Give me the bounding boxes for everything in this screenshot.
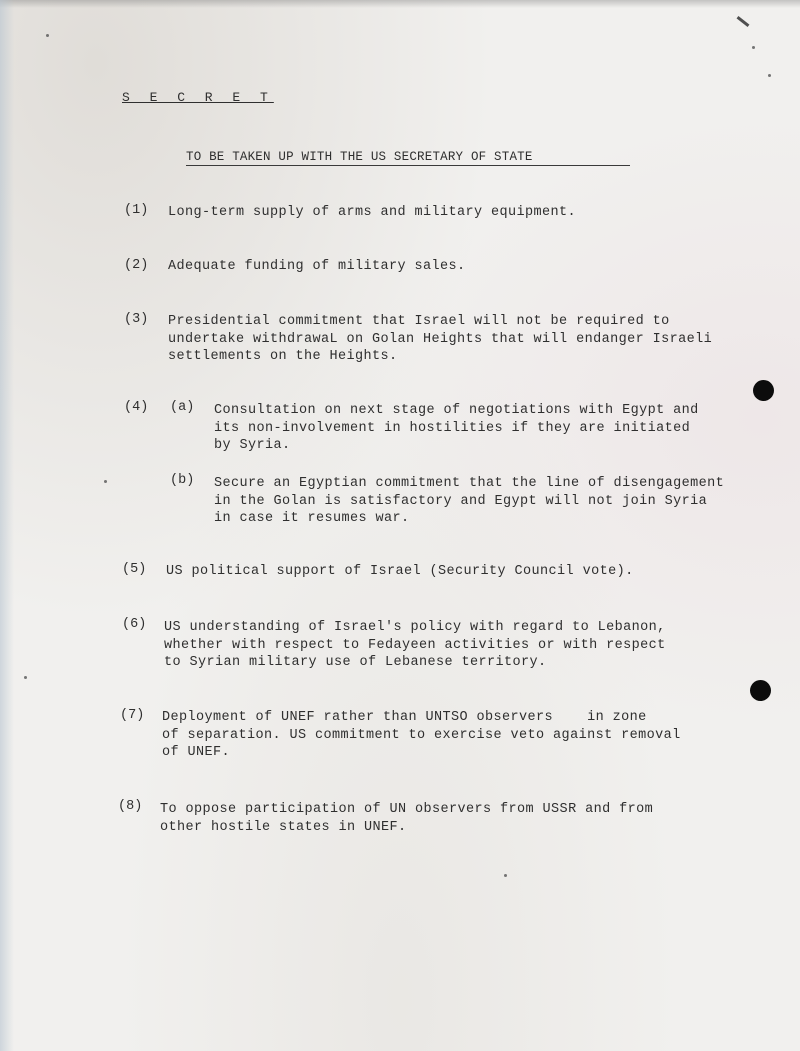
item-line: US political support of Israel (Security Council vote). <box>166 564 634 579</box>
item-number: (7) <box>120 708 145 723</box>
classification-marking: S E C R E T <box>122 90 274 105</box>
item-line: in case it resumes war. <box>214 511 410 526</box>
scan-speck <box>24 676 27 679</box>
item-line: in the Golan is satisfactory and Egypt will not join Syria <box>214 493 708 509</box>
scan-speck <box>768 74 771 77</box>
subitem-text <box>214 402 699 455</box>
item-text <box>168 313 712 366</box>
item-line: other hostile states in UNEF. <box>160 819 407 835</box>
item-number: (6) <box>122 617 147 632</box>
item-number: (5) <box>122 562 147 577</box>
item-line: To oppose participation of UN observers from USSR and from <box>160 802 654 817</box>
item-line: Adequate funding of military sales. <box>168 259 466 274</box>
item-number: (4) <box>124 400 149 415</box>
item-text <box>160 801 653 836</box>
item-line: to Syrian military use of Lebanese territory. <box>164 655 547 670</box>
item-line: Presidential commitment that Israel will not be required to <box>168 314 670 329</box>
item-line: Long-term supply of arms and military equipment. <box>168 205 577 220</box>
item-line: of separation. US commitment to exercise veto against removal <box>162 727 681 743</box>
subitem-text <box>214 475 724 528</box>
item-number: (8) <box>118 799 143 814</box>
item-text <box>162 709 681 762</box>
item-line: Secure an Egyptian commitment that the line of disengagement <box>214 476 725 491</box>
item-line: Consultation on next stage of negotiations with Egypt and <box>214 403 699 418</box>
item-number: (1) <box>124 203 149 218</box>
item-text <box>168 204 576 222</box>
scan-speck <box>46 34 49 37</box>
item-line: whether with respect to Fedayeen activities or with respect <box>164 637 666 653</box>
item-number: (2) <box>124 258 149 273</box>
item-line: US understanding of Israel's policy with regard to Lebanon, <box>164 620 666 635</box>
item-line: undertake withdrawaL on Golan Heights that will endanger Israeli <box>168 331 713 347</box>
item-line: of UNEF. <box>162 745 231 760</box>
subitem-letter: (b) <box>170 473 195 488</box>
item-text <box>164 619 666 672</box>
scan-top-edge <box>0 0 800 8</box>
document-title: TO BE TAKEN UP WITH THE US SECRETARY OF STATE <box>186 150 630 166</box>
item-number: (3) <box>124 312 149 327</box>
scan-mark <box>737 16 750 27</box>
hole-punch <box>753 380 774 401</box>
scan-speck <box>104 480 107 483</box>
item-line: Deployment of UNEF rather than UNTSO observers in zone <box>162 710 647 725</box>
scan-speck <box>504 874 507 877</box>
scan-speck <box>752 46 755 49</box>
item-line: by Syria. <box>214 438 291 453</box>
hole-punch <box>750 680 771 701</box>
item-text <box>168 258 466 276</box>
item-line: its non-involvement in hostilities if they are initiated <box>214 420 691 436</box>
subitem-letter: (a) <box>170 400 195 415</box>
item-text <box>166 563 634 581</box>
item-line: settlements on the Heights. <box>168 349 398 364</box>
scan-left-edge <box>0 0 14 1051</box>
